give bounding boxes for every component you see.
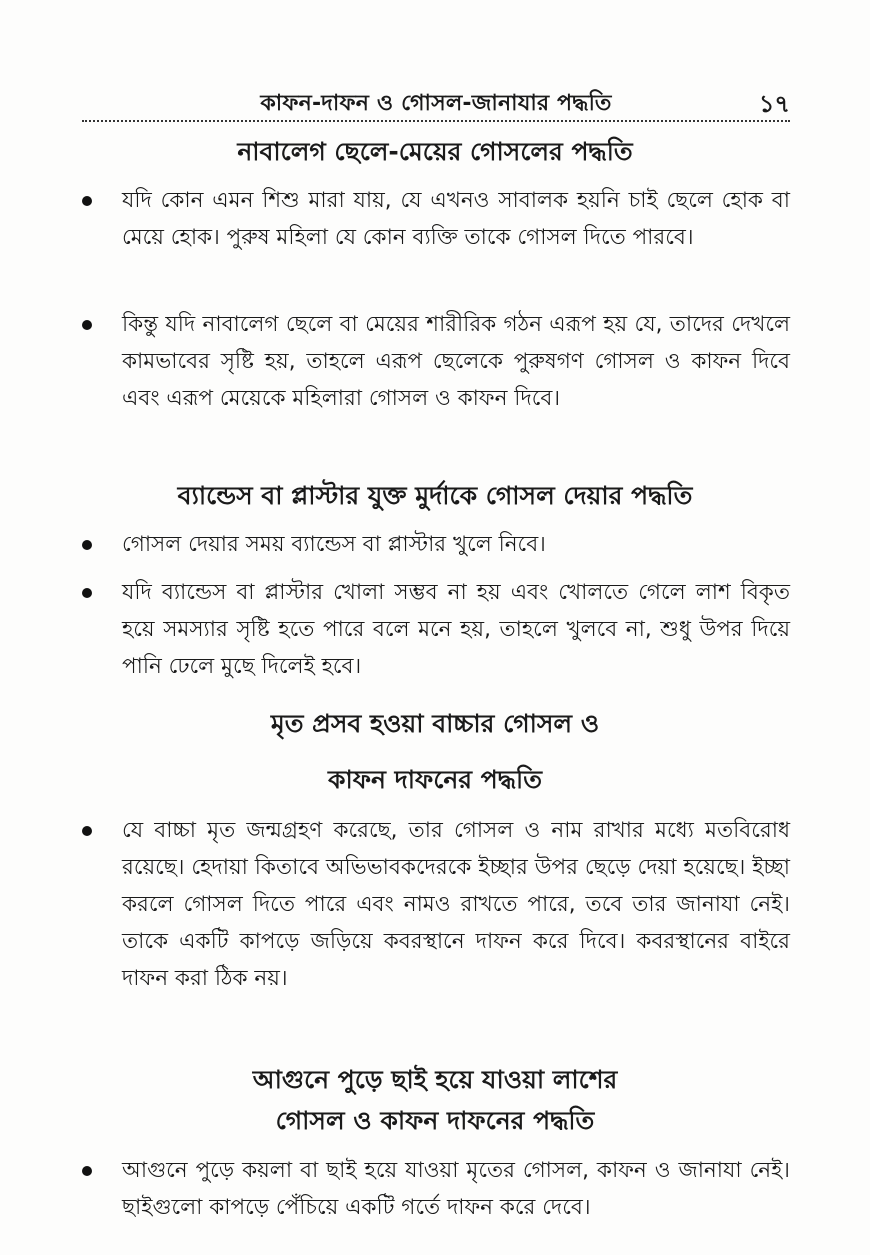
section-heading-stillborn-line1: মৃত প্রসব হওয়া বাচ্চার গোসল ও: [270, 709, 600, 738]
section-heading-bandage: ব্যান্ডেস বা প্লাস্টার যুক্ত মুর্দাকে গোসল দেয়ার পদ্ধতি: [177, 481, 693, 510]
bullet-text: যে বাচ্চা মৃত জন্মগ্রহণ করেছে, তার গোসল ও নাম রাখার মধ্যে মতবিরোধ রয়েছে। হেদায়া কিতাবে অভিভাবকদেরকে ইচ্ছার উপর ছেড়ে দেয়া হয়েছে। ইচ্ছা করলে গোসল দিতে পারে এবং নামও রাখতে পারে, তবে তার জানাযা নেই। তাকে একটি কাপড়ে জড়িয়ে কবরস্থানে দাফন করে দিবে। কবরস্থানের বাইরে দাফন করা ঠিক নয়।: [122, 818, 790, 991]
running-title: কাফন-দাফন ও গোসল-জানাযার পদ্ধতি: [260, 91, 612, 116]
section-heading-burned-line2: গোসল ও কাফন দাফনের পদ্ধতি: [275, 1106, 595, 1135]
list-item: [80, 182, 790, 256]
page-number: ১৭: [758, 90, 790, 118]
running-header: [82, 82, 790, 122]
bullet-text: আগুনে পুড়ে কয়লা বা ছাই হয়ে যাওয়া মৃতের গোসল, কাফন ও জানাযা নেই। ছাইগুলো কাপড়ে পেঁচিয়ে একটি গর্তে দাফন করে দেবে।: [122, 1158, 790, 1220]
bullet-icon: [82, 1166, 92, 1176]
section-heading-stillborn-line2: কাফন দাফনের পদ্ধতি: [328, 765, 542, 794]
list-item: [80, 812, 790, 997]
bullet-icon: [82, 196, 92, 206]
bullet-text: যদি ব্যান্ডেস বা প্লাস্টার খোলা সম্ভব না হয় এবং খোলতে গেলে লাশ বিকৃত হয়ে সমস্যার সৃষ্টি হতে পারে বলে মনে হয়, তাহলে খুলবে না, শুধু উপর দিয়ে পানি ঢেলে মুছে দিলেই হবে।: [122, 580, 790, 679]
list-item: [80, 574, 790, 685]
section-heading-burned-line1: আগুনে পুড়ে ছাই হয়ে যাওয়া লাশের: [252, 1065, 618, 1094]
section-heading-minor-bath: নাবালেগ ছেলে-মেয়ের গোসলের পদ্ধতি: [237, 137, 633, 166]
bullet-text: কিন্তু যদি নাবালেগ ছেলে বা মেয়ের শারীরিক গঠন এরূপ হয় যে, তাদের দেখলে কামভাবের সৃষ্টি হয়, তাহলে এরূপ ছেলেকে পুরুষগণ গোসল ও কাফন দিবে এবং এরূপ মেয়েকে মহিলারা গোসল ও কাফন দিবে।: [122, 312, 790, 411]
bullet-icon: [82, 588, 92, 598]
bullet-icon: [82, 320, 92, 330]
bullet-text: যদি কোন এমন শিশু মারা যায়, যে এখনও সাবালক হয়নি চাই ছেলে হোক বা মেয়ে হোক। পুরুষ মহিলা যে কোন ব্যক্তি তাকে গোসল দিতে পারবে।: [122, 188, 790, 250]
list-item: [80, 526, 790, 563]
bullet-icon: [82, 826, 92, 836]
bullet-icon: [82, 540, 92, 550]
list-item: [80, 306, 790, 417]
list-item: [80, 1152, 790, 1226]
bullet-text: গোসল দেয়ার সময় ব্যান্ডেস বা প্লাস্টার খুলে নিবে।: [122, 532, 546, 557]
